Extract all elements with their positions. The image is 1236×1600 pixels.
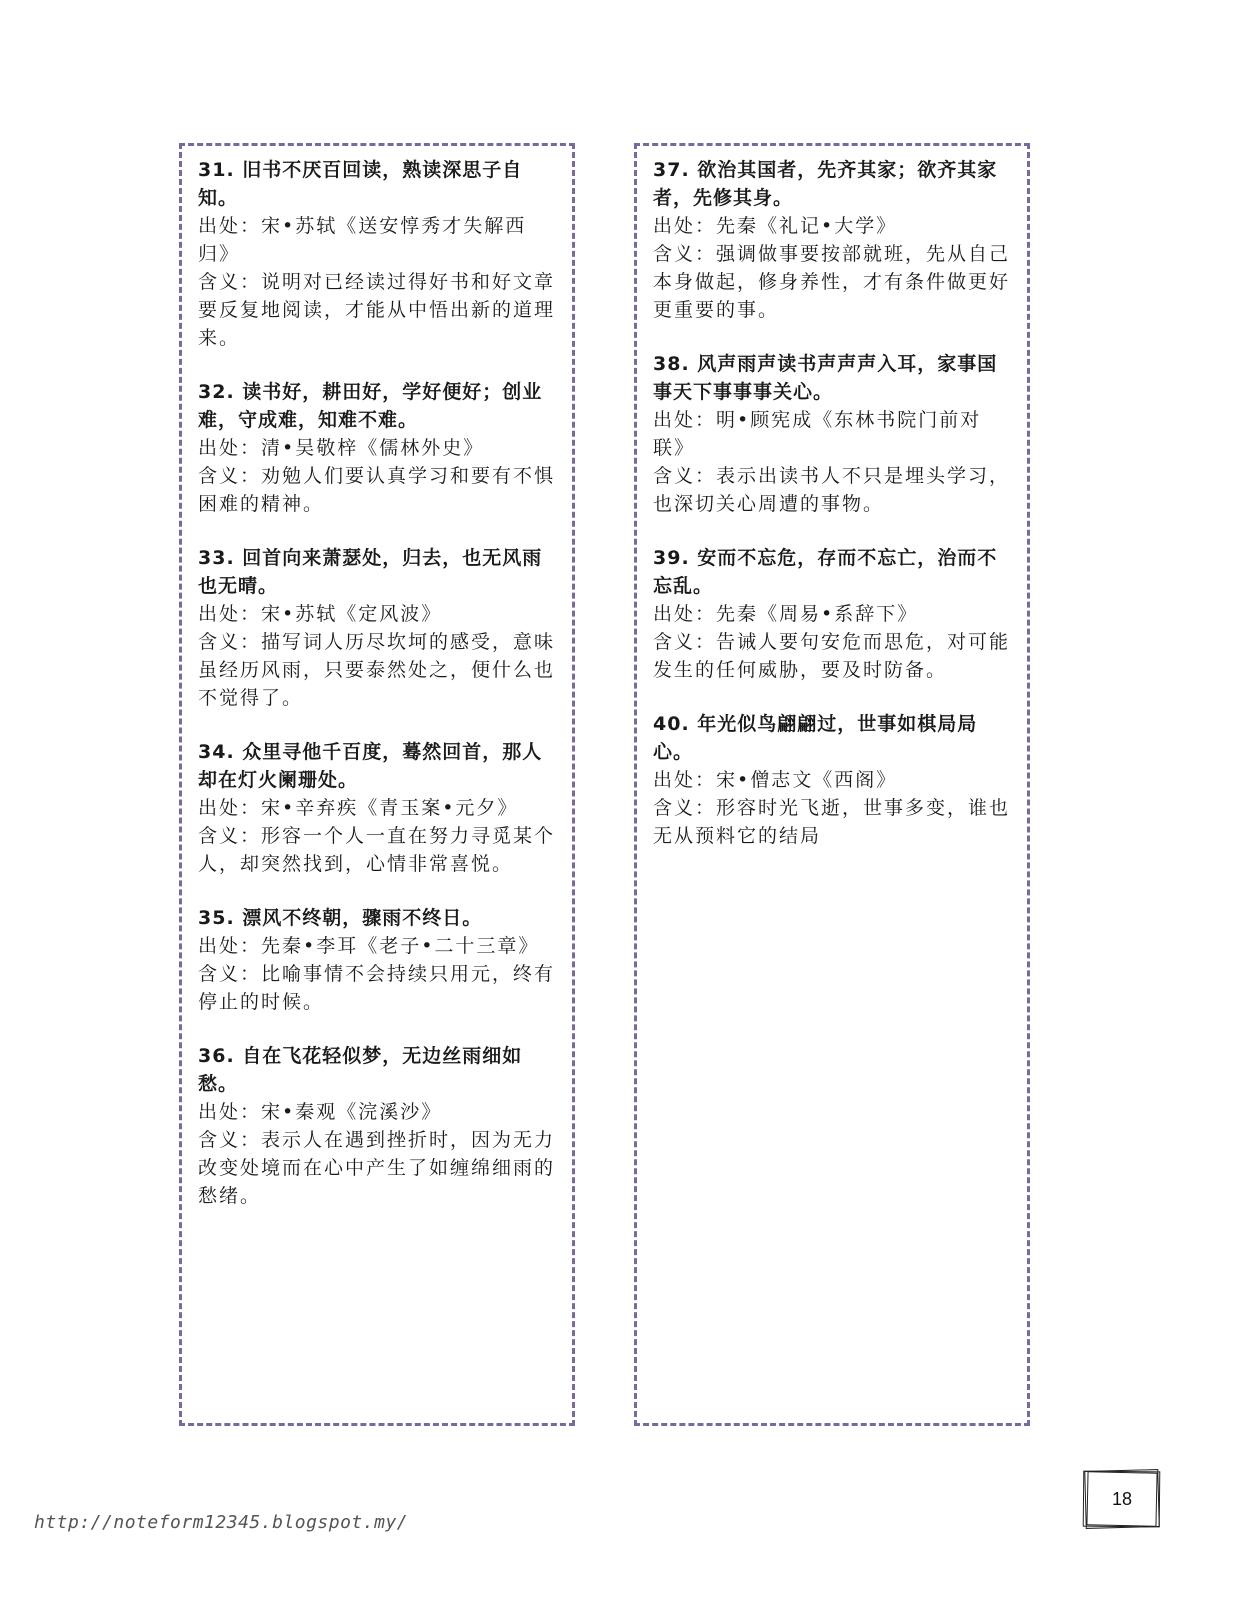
quote-entry [198, 378, 558, 518]
quote-title: 35. 漂风不终朝，骤雨不终日。 [198, 907, 483, 929]
quote-entry [198, 156, 558, 352]
quote-title: 38. 风声雨声读书声声声入耳，家事国事天下事事事关心。 [653, 353, 998, 403]
quote-meaning: 含义：描写词人历尽坎坷的感受，意味虽经历风雨，只要泰然处之，便什么也不觉得了。 [198, 631, 556, 709]
quote-entry [198, 904, 558, 1016]
quote-entry [653, 710, 1013, 850]
quote-meaning: 含义：形容时光飞逝，世事多变，谁也无从预料它的结局 [653, 797, 1011, 847]
quote-title: 37. 欲治其国者，先齐其家；欲齐其家者，先修其身。 [653, 159, 998, 209]
quote-title: 31. 旧书不厌百回读，熟读深思子自知。 [198, 159, 523, 209]
quote-title: 34. 众里寻他千百度，蓦然回首，那人却在灯火阑珊处。 [198, 741, 543, 791]
quote-meaning: 含义：告诫人要句安危而思危，对可能发生的任何威胁，要及时防备。 [653, 631, 1011, 681]
quote-entry [653, 544, 1013, 684]
footer-url[interactable]: http://noteform12345.blogspot.my/ [34, 1512, 409, 1533]
quote-meaning: 含义：强调做事要按部就班，先从自己本身做起，修身养性，才有条件做更好更重要的事。 [653, 243, 1011, 321]
quote-source: 出处：宋•辛弃疾《青玉案•元夕》 [198, 797, 519, 819]
quote-meaning: 含义：劝勉人们要认真学习和要有不惧困难的精神。 [198, 465, 556, 515]
quote-source: 出处：清•吴敬梓《儒林外史》 [198, 437, 485, 459]
quote-source: 出处：宋•僧志文《西阁》 [653, 769, 898, 791]
quote-source: 出处：宋•秦观《浣溪沙》 [198, 1101, 443, 1123]
left-column-box [179, 143, 575, 1426]
page-number-frame [1085, 1470, 1159, 1528]
quote-entry [198, 1042, 558, 1210]
page-number: 18 [1111, 1489, 1133, 1509]
quote-meaning: 含义：比喻事情不会持续只用元，终有停止的时候。 [198, 963, 556, 1013]
quote-entry [653, 156, 1013, 324]
quote-meaning: 含义：表示人在遇到挫折时，因为无力改变处境而在心中产生了如缠绵细雨的愁绪。 [198, 1129, 556, 1207]
quote-meaning: 含义：说明对已经读过得好书和好文章要反复地阅读，才能从中悟出新的道理来。 [198, 271, 556, 349]
quote-source: 出处：宋•苏轼《定风波》 [198, 603, 443, 625]
quote-source: 出处：明•顾宪成《东林书院门前对联》 [653, 409, 982, 459]
quote-source: 出处：先秦•李耳《老子•二十三章》 [198, 935, 540, 957]
quote-meaning: 含义：表示出读书人不只是埋头学习，也深切关心周遭的事物。 [653, 465, 1011, 515]
quote-source: 出处：宋•苏轼《送安惇秀才失解西归》 [198, 215, 527, 265]
quote-source: 出处：先秦《礼记•大学》 [653, 215, 898, 237]
quote-entry [198, 738, 558, 878]
quote-title: 33. 回首向来萧瑟处，归去，也无风雨也无晴。 [198, 547, 543, 597]
quote-title: 32. 读书好，耕田好，学好便好；创业难，守成难，知难不难。 [198, 381, 543, 431]
right-column-box [634, 143, 1030, 1426]
quote-meaning: 含义：形容一个人一直在努力寻觅某个人，却突然找到，心情非常喜悦。 [198, 825, 556, 875]
quote-title: 39. 安而不忘危，存而不忘亡，治而不忘乱。 [653, 547, 998, 597]
quote-entry [198, 544, 558, 712]
quote-source: 出处：先秦《周易•系辞下》 [653, 603, 919, 625]
quote-title: 40. 年光似鸟翩翩过，世事如棋局局心。 [653, 713, 978, 763]
quote-entry [653, 350, 1013, 518]
quote-title: 36. 自在飞花轻似梦，无边丝雨细如愁。 [198, 1045, 523, 1095]
